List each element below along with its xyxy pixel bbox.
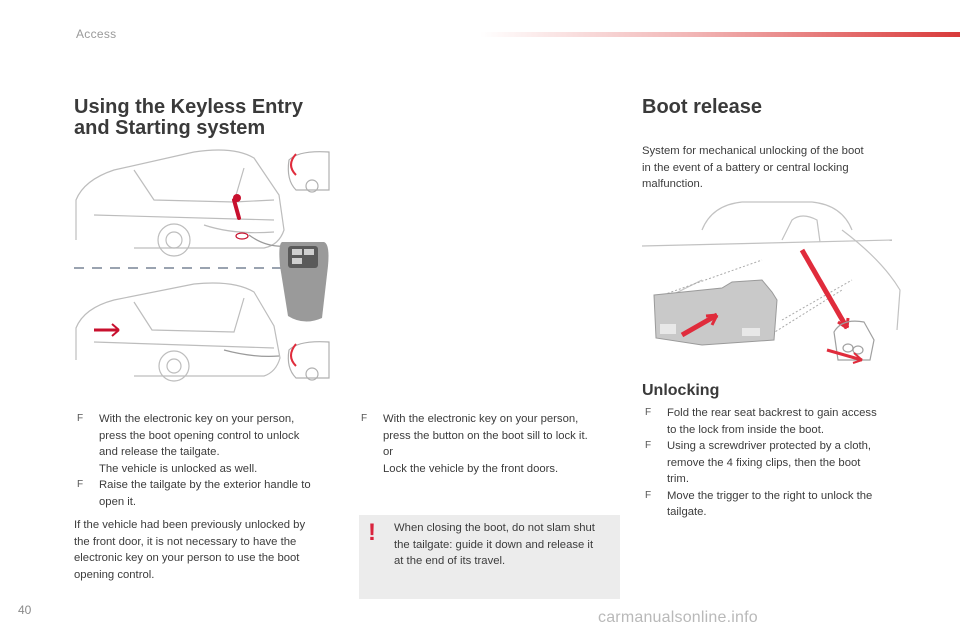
text-line: Raise the tailgate by the exterior handle to <box>99 479 311 491</box>
text-line: electronic key on your person to use the boot <box>74 552 300 564</box>
left-title-line-2: and Starting system <box>74 117 266 139</box>
text-line: open it. <box>99 495 137 508</box>
middle-instructions <box>358 411 613 477</box>
list-item <box>74 477 339 510</box>
page-number: 40 <box>18 603 32 617</box>
text-line: When closing the boot, do not slam shut <box>394 522 595 534</box>
right-title <box>642 97 902 118</box>
list-item <box>642 438 902 488</box>
text-line: Using a screwdriver protected by a cloth, <box>667 440 872 452</box>
unlocking-subtitle: Unlocking <box>642 382 720 399</box>
left-title <box>74 97 354 139</box>
list-item <box>74 411 339 477</box>
left-instructions <box>74 411 339 510</box>
intro-line: malfunction. <box>642 178 703 190</box>
section-tag: Access <box>76 27 117 41</box>
text-line: Fold the rear seat backrest to gain access <box>667 407 877 419</box>
intro-line: in the event of a battery or central locking <box>642 161 849 174</box>
boot-release-intro <box>642 143 897 193</box>
text-line: or <box>383 446 394 458</box>
text-line: Lock the vehicle by the front doors. <box>383 462 559 475</box>
text-line: and release the tailgate. <box>99 446 220 458</box>
text-line: press the boot opening control to unlock <box>99 429 300 442</box>
bullet-marker: F <box>645 440 652 451</box>
unlocking-instructions <box>642 405 902 521</box>
boot-release-title: Boot release <box>642 96 763 118</box>
text-line: at the end of its travel. <box>394 555 506 567</box>
text-line: Move the trigger to the right to unlock the <box>667 489 873 502</box>
bullet-marker: F <box>645 489 652 501</box>
watermark: carmanualsonline.info <box>598 609 758 626</box>
header-accent-bar <box>480 32 960 37</box>
bullet-marker: F <box>77 413 84 424</box>
text-line: opening control. <box>74 568 155 581</box>
left-title-line-1: Using the Keyless Entry <box>74 96 303 118</box>
text-line: press the button on the boot sill to lock it. <box>383 429 588 442</box>
text-line: With the electronic key on your person, <box>99 413 295 425</box>
text-line: With the electronic key on your person, <box>383 413 579 425</box>
warning-text <box>394 520 616 570</box>
boot-trim-illustration <box>642 200 904 372</box>
bullet-marker: F <box>77 479 84 490</box>
intro-line: System for mechanical unlocking of the boot <box>642 145 864 157</box>
list-item <box>642 405 902 438</box>
warning-icon: ! <box>368 519 376 546</box>
text-line: the front door, it is not necessary to have the <box>74 535 297 548</box>
text-line: remove the 4 fixing clips, then the boot <box>667 456 861 469</box>
list-item <box>642 488 902 521</box>
text-line: the tailgate: guide it down and release it <box>394 538 594 551</box>
text-line: tailgate. <box>667 506 707 518</box>
text-line: to the lock from inside the boot. <box>667 423 824 436</box>
text-line: The vehicle is unlocked as well. <box>99 462 258 475</box>
text-line: If the vehicle had been previously unlocked by <box>74 519 306 531</box>
text-line: trim. <box>667 473 689 485</box>
bullet-marker: F <box>645 407 652 418</box>
car-rear-illustration-lock <box>74 278 336 390</box>
dashed-divider <box>74 265 284 271</box>
list-item <box>358 411 613 477</box>
left-note <box>74 517 336 583</box>
bullet-marker: F <box>361 413 368 424</box>
